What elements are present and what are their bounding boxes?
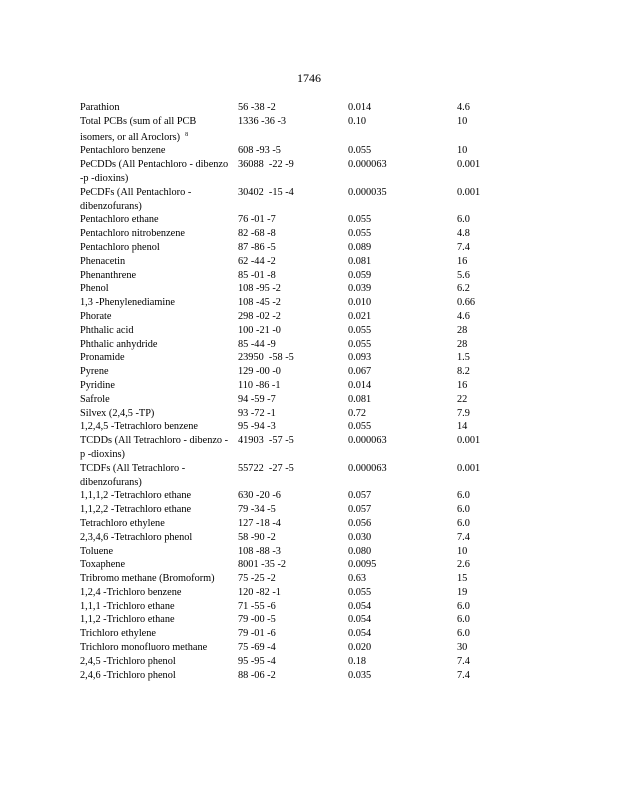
cas-number: 127 -18 -4 xyxy=(238,517,281,529)
chemical-name-text: Pyridine xyxy=(80,379,115,391)
chemical-name-text: Safrole xyxy=(80,393,110,405)
chemical-name xyxy=(80,115,230,145)
chemical-name-text: 1,2,4 -Trichloro benzene xyxy=(80,586,182,598)
nonwastewater-standard: 7.4 xyxy=(457,531,470,543)
table-row xyxy=(80,365,510,379)
wastewater-standard: 0.081 xyxy=(348,393,372,405)
table-row xyxy=(80,338,510,352)
nonwastewater-standard: 4.6 xyxy=(457,310,470,322)
table-row xyxy=(80,572,510,586)
table-row xyxy=(80,503,510,517)
chemical-name xyxy=(80,517,230,531)
cas-number: 82 -68 -8 xyxy=(238,228,276,240)
table-row xyxy=(80,586,510,600)
table-row xyxy=(80,531,510,545)
wastewater-standard: 0.067 xyxy=(348,366,372,378)
cas-number: 56 -38 -2 xyxy=(238,102,276,113)
chemical-name-text: 1,1,2 -Trichloro ethane xyxy=(80,614,175,626)
wastewater-standard: 0.000063 xyxy=(348,435,387,447)
chemical-name-text: Pentachloro nitrobenzene xyxy=(80,228,185,240)
nonwastewater-standard: 2.6 xyxy=(457,559,470,571)
table-row xyxy=(80,393,510,407)
nonwastewater-standard: 6.0 xyxy=(457,504,470,516)
wastewater-standard: 0.72 xyxy=(348,407,367,419)
chemical-name xyxy=(80,101,230,115)
table-row xyxy=(80,144,510,158)
chemical-name xyxy=(80,613,230,627)
wastewater-standard: 0.055 xyxy=(348,338,372,350)
chemical-name-text: Toxaphene xyxy=(80,559,126,571)
chemical-name xyxy=(80,407,230,421)
cas-number: 110 -86 -1 xyxy=(238,379,281,391)
wastewater-standard: 0.039 xyxy=(348,283,372,295)
chemical-name-text: 1,1,1,2 -Tetrachloro ethane xyxy=(80,490,192,502)
chemical-name-text: Pentachloro ethane xyxy=(80,214,159,226)
table-row xyxy=(80,310,510,324)
cas-number: 95 -94 -3 xyxy=(238,421,276,433)
wastewater-standard: 0.035 xyxy=(348,669,372,681)
nonwastewater-standard: 8.2 xyxy=(457,366,470,378)
data-table xyxy=(80,101,510,682)
wastewater-standard: 0.055 xyxy=(348,228,372,240)
chemical-name-text: Tribromo methane (Bromoform) xyxy=(80,573,215,585)
cas-number: 108 -45 -2 xyxy=(238,297,281,309)
chemical-name xyxy=(80,255,230,269)
wastewater-standard: 0.057 xyxy=(348,504,372,516)
nonwastewater-standard: 7.4 xyxy=(457,669,470,681)
wastewater-standard: 0.000063 xyxy=(348,462,387,474)
wastewater-standard: 0.10 xyxy=(348,115,367,127)
chemical-name xyxy=(80,310,230,324)
nonwastewater-standard: 0.66 xyxy=(457,297,476,309)
cas-number: 129 -00 -0 xyxy=(238,366,281,378)
nonwastewater-standard: 6.0 xyxy=(457,214,470,226)
wastewater-standard: 0.021 xyxy=(348,310,372,322)
table-row xyxy=(80,420,510,434)
chemical-name-text: TCDFs (All Tetrachloro - dibenzofurans) xyxy=(80,462,186,488)
wastewater-standard: 0.057 xyxy=(348,490,372,502)
table-row xyxy=(80,379,510,393)
footnote-marker: 8 xyxy=(185,131,189,138)
table-row xyxy=(80,227,510,241)
chemical-name xyxy=(80,531,230,545)
chemical-name xyxy=(80,489,230,503)
table-row xyxy=(80,407,510,421)
chemical-name xyxy=(80,324,230,338)
chemical-name-text: TCDDs (All Tetrachloro - dibenzo -p -dioxins) xyxy=(80,435,229,460)
table-row xyxy=(80,186,510,214)
chemical-name xyxy=(80,503,230,517)
cas-number: 55722 -27 -5 xyxy=(238,462,294,474)
wastewater-standard: 0.020 xyxy=(348,642,372,654)
cas-number: 108 -88 -3 xyxy=(238,545,281,557)
table-row xyxy=(80,158,510,186)
chemical-name-text: Pronamide xyxy=(80,352,125,364)
cas-number: 71 -55 -6 xyxy=(238,600,276,612)
cas-number: 79 -00 -5 xyxy=(238,614,276,626)
chemical-name-text: 1,1,2,2 -Tetrachloro ethane xyxy=(80,504,192,516)
table-row xyxy=(80,434,510,462)
page-number: 1746 xyxy=(297,71,321,85)
wastewater-standard: 0.010 xyxy=(348,297,372,309)
chemical-name xyxy=(80,296,230,310)
nonwastewater-standard: 1.5 xyxy=(457,352,470,364)
nonwastewater-standard: 6.0 xyxy=(457,490,470,502)
chemical-name xyxy=(80,213,230,227)
nonwastewater-standard: 19 xyxy=(457,586,468,598)
chemical-name xyxy=(80,144,230,158)
table-row xyxy=(80,213,510,227)
cas-number: 62 -44 -2 xyxy=(238,255,276,267)
nonwastewater-standard: 10 xyxy=(457,145,468,157)
cas-number: 95 -95 -4 xyxy=(238,655,276,667)
chemical-name xyxy=(80,641,230,655)
table-row xyxy=(80,517,510,531)
nonwastewater-standard: 4.6 xyxy=(457,102,470,113)
chemical-name xyxy=(80,393,230,407)
table-row xyxy=(80,462,510,490)
wastewater-standard: 0.055 xyxy=(348,421,372,433)
chemical-name-text: Pentachloro benzene xyxy=(80,145,166,157)
wastewater-standard: 0.055 xyxy=(348,586,372,598)
chemical-name xyxy=(80,669,230,683)
cas-number: 79 -34 -5 xyxy=(238,504,276,516)
wastewater-standard: 0.0095 xyxy=(348,559,377,571)
nonwastewater-standard: 0.001 xyxy=(457,435,481,447)
chemical-name-text: Phenacetin xyxy=(80,255,126,267)
table-row xyxy=(80,558,510,572)
chemical-name xyxy=(80,338,230,352)
table-row xyxy=(80,669,510,683)
table-row xyxy=(80,324,510,338)
wastewater-standard: 0.014 xyxy=(348,379,372,391)
wastewater-standard: 0.080 xyxy=(348,545,372,557)
chemical-name-text: Phthalic acid xyxy=(80,324,134,336)
cas-number: 76 -01 -7 xyxy=(238,214,276,226)
chemical-name xyxy=(80,420,230,434)
table-row xyxy=(80,613,510,627)
chemical-name-text: 1,1,1 -Trichloro ethane xyxy=(80,600,175,612)
cas-number: 85 -01 -8 xyxy=(238,269,276,281)
nonwastewater-standard: 0.001 xyxy=(457,159,481,171)
wastewater-standard: 0.000063 xyxy=(348,159,387,171)
chemical-name-text: Phenanthrene xyxy=(80,269,137,281)
nonwastewater-standard: 15 xyxy=(457,573,468,585)
wastewater-standard: 0.030 xyxy=(348,531,372,543)
cas-number: 94 -59 -7 xyxy=(238,393,276,405)
table-row xyxy=(80,269,510,283)
nonwastewater-standard: 16 xyxy=(457,379,468,391)
chemical-name xyxy=(80,365,230,379)
cas-number: 85 -44 -9 xyxy=(238,338,276,350)
chemical-name-text: 2,4,6 -Trichloro phenol xyxy=(80,669,176,681)
chemical-name xyxy=(80,434,230,462)
chemical-name xyxy=(80,186,230,214)
chemical-name-text: 1,3 -Phenylenediamine xyxy=(80,297,175,309)
chemical-name-text: Trichloro monofluoro methane xyxy=(80,642,208,654)
nonwastewater-standard: 10 xyxy=(457,115,468,127)
chemical-name-text: Phenol xyxy=(80,283,109,295)
cas-number: 100 -21 -0 xyxy=(238,324,281,336)
nonwastewater-standard: 6.0 xyxy=(457,600,470,612)
cas-number: 58 -90 -2 xyxy=(238,531,276,543)
cas-number: 36088 -22 -9 xyxy=(238,159,294,171)
wastewater-standard: 0.081 xyxy=(348,255,372,267)
cas-number: 87 -86 -5 xyxy=(238,241,276,253)
cas-number: 608 -93 -5 xyxy=(238,145,281,157)
chemical-name-text: Silvex (2,4,5 -TP) xyxy=(80,407,155,419)
wastewater-standard: 0.18 xyxy=(348,655,367,667)
wastewater-standard: 0.055 xyxy=(348,214,372,226)
nonwastewater-standard: 28 xyxy=(457,324,468,336)
chemical-name-text: PeCDDs (All Pentachloro - dibenzo -p -dioxins) xyxy=(80,159,229,184)
chemical-name-text: 1,2,4,5 -Tetrachloro benzene xyxy=(80,421,198,433)
chemical-name-text: Pentachloro phenol xyxy=(80,241,160,253)
chemical-name-text: Tetrachloro ethylene xyxy=(80,517,165,529)
chemical-name-text: 2,4,5 -Trichloro phenol xyxy=(80,655,176,667)
wastewater-standard: 0.055 xyxy=(348,324,372,336)
wastewater-standard: 0.056 xyxy=(348,517,372,529)
table-row xyxy=(80,545,510,559)
chemical-name-text: Toluene xyxy=(80,545,114,557)
nonwastewater-standard: 7.4 xyxy=(457,241,470,253)
wastewater-standard: 0.089 xyxy=(348,241,372,253)
table-row xyxy=(80,655,510,669)
chemical-name-text: Trichloro ethylene xyxy=(80,628,156,640)
chemical-name xyxy=(80,586,230,600)
cas-number: 30402 -15 -4 xyxy=(238,186,294,198)
cas-number: 79 -01 -6 xyxy=(238,628,276,640)
nonwastewater-standard: 28 xyxy=(457,338,468,350)
cas-number: 93 -72 -1 xyxy=(238,407,276,419)
cas-number: 23950 -58 -5 xyxy=(238,352,294,364)
wastewater-standard: 0.054 xyxy=(348,600,372,612)
table-row xyxy=(80,296,510,310)
chemical-name-text: Parathion xyxy=(80,102,120,113)
chemical-name xyxy=(80,627,230,641)
table-row xyxy=(80,489,510,503)
cas-number: 41903 -57 -5 xyxy=(238,435,294,447)
table-row xyxy=(80,241,510,255)
nonwastewater-standard: 14 xyxy=(457,421,468,433)
cas-number: 8001 -35 -2 xyxy=(238,559,287,571)
chemical-name xyxy=(80,227,230,241)
table-row xyxy=(80,351,510,365)
chemical-name xyxy=(80,351,230,365)
wastewater-standard: 0.014 xyxy=(348,102,372,113)
wastewater-standard: 0.054 xyxy=(348,614,372,626)
wastewater-standard: 0.093 xyxy=(348,352,372,364)
table-row xyxy=(80,282,510,296)
table-row xyxy=(80,600,510,614)
cas-number: 1336 -36 -3 xyxy=(238,115,287,127)
cas-number: 88 -06 -2 xyxy=(238,669,276,681)
table-row xyxy=(80,641,510,655)
nonwastewater-standard: 4.8 xyxy=(457,228,470,240)
nonwastewater-standard: 6.0 xyxy=(457,628,470,640)
nonwastewater-standard: 7.9 xyxy=(457,407,470,419)
wastewater-standard: 0.055 xyxy=(348,145,372,157)
chemical-name xyxy=(80,269,230,283)
cas-number: 630 -20 -6 xyxy=(238,490,281,502)
wastewater-standard: 0.63 xyxy=(348,573,367,585)
chemical-name xyxy=(80,558,230,572)
chemical-name-text: Phthalic anhydride xyxy=(80,338,158,350)
nonwastewater-standard: 10 xyxy=(457,545,468,557)
nonwastewater-standard: 16 xyxy=(457,255,468,267)
chemical-name-text: Pyrene xyxy=(80,366,109,378)
table-row xyxy=(80,115,510,145)
wastewater-standard: 0.000035 xyxy=(348,186,387,198)
chemical-name xyxy=(80,282,230,296)
cas-number: 298 -02 -2 xyxy=(238,310,281,322)
chemical-name-text: Phorate xyxy=(80,310,112,322)
nonwastewater-standard: 0.001 xyxy=(457,186,481,198)
chemical-name xyxy=(80,545,230,559)
chemical-name-text: PeCDFs (All Pentachloro - dibenzofurans) xyxy=(80,186,192,212)
table-row xyxy=(80,255,510,269)
nonwastewater-standard: 6.0 xyxy=(457,517,470,529)
chemical-name-text: 2,3,4,6 -Tetrachloro phenol xyxy=(80,531,193,543)
nonwastewater-standard: 7.4 xyxy=(457,655,470,667)
table-row xyxy=(80,101,510,115)
chemical-name xyxy=(80,379,230,393)
chemical-name xyxy=(80,241,230,255)
cas-number: 108 -95 -2 xyxy=(238,283,281,295)
chemical-name xyxy=(80,600,230,614)
chemical-name xyxy=(80,158,230,186)
chemical-name xyxy=(80,655,230,669)
chemical-name xyxy=(80,462,230,490)
cas-number: 75 -25 -2 xyxy=(238,573,276,585)
cas-number: 120 -82 -1 xyxy=(238,586,281,598)
nonwastewater-standard: 6.0 xyxy=(457,614,470,626)
cas-number: 75 -69 -4 xyxy=(238,642,276,654)
wastewater-standard: 0.059 xyxy=(348,269,372,281)
nonwastewater-standard: 6.2 xyxy=(457,283,470,295)
nonwastewater-standard: 30 xyxy=(457,642,468,654)
nonwastewater-standard: 5.6 xyxy=(457,269,470,281)
wastewater-standard: 0.054 xyxy=(348,628,372,640)
chemical-name xyxy=(80,572,230,586)
nonwastewater-standard: 0.001 xyxy=(457,462,481,474)
chemical-name-text: Total PCBs (sum of all PCB isomers, or all Aroclors) xyxy=(80,115,197,143)
table-row xyxy=(80,627,510,641)
nonwastewater-standard: 22 xyxy=(457,393,468,405)
